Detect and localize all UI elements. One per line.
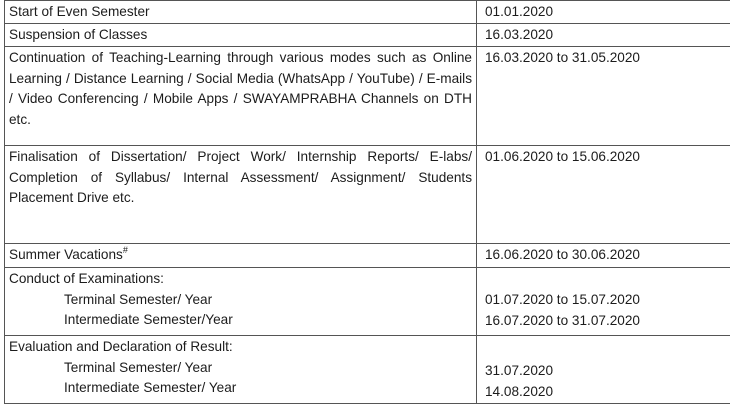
table-row-finalisation [5, 146, 730, 244]
eval-item-label: Terminal Semester/ Year [64, 359, 213, 375]
activity-text: Summer Vacations [9, 247, 123, 263]
activity-cell [5, 336, 477, 404]
date-cell: 01.06.2020 to 15.06.2020 [477, 146, 730, 244]
table-row-examinations [5, 268, 730, 336]
date-cell: 16.03.2020 [477, 24, 730, 47]
table-row-evaluation [5, 336, 730, 404]
exam-item-date: 16.07.2020 to 31.07.2020 [485, 312, 640, 328]
activity-cell: Finalisation of Dissertation/ Project Work/ Internship Reports/ E-labs/ Completion of Syllabus/ Internal Assessment/ Assignment/ Students Placement Drive etc. [5, 146, 477, 244]
eval-item-label: Intermediate Semester/ Year [64, 380, 237, 396]
academic-calendar-table [4, 0, 730, 404]
eval-item-date: 14.08.2020 [485, 383, 554, 399]
date-cell: 01.01.2020 [477, 1, 730, 24]
table-row-summer-vacations [5, 244, 730, 268]
date-cell [477, 268, 730, 336]
activity-cell [5, 244, 477, 268]
activity-cell: Start of Even Semester [5, 1, 477, 24]
exam-item-label: Intermediate Semester/Year [64, 312, 233, 328]
exam-item-label: Terminal Semester/ Year [64, 291, 213, 307]
table-row-suspension [5, 24, 730, 47]
activity-cell: Continuation of Teaching-Learning through various modes such as Online Learning / Distance Learning / Social Media (WhatsApp / YouTube) / E-mails / Video Conferencing / Mobile Apps / SWAYAMPRABHA Channels on DTH etc. [5, 47, 477, 146]
activity-cell [5, 268, 477, 336]
table-row-start-semester [5, 1, 730, 24]
activity-cell: Suspension of Classes [5, 24, 477, 47]
examinations-heading: Conduct of Examinations: [9, 271, 164, 286]
footnote-marker: # [122, 244, 128, 255]
table-row-continuation [5, 47, 730, 146]
exam-item-date: 01.07.2020 to 15.07.2020 [485, 292, 640, 307]
evaluation-heading: Evaluation and Declaration of Result: [9, 339, 233, 354]
date-cell: 16.06.2020 to 30.06.2020 [477, 244, 730, 268]
eval-item-date: 31.07.2020 [485, 363, 554, 378]
date-cell [477, 336, 730, 404]
date-cell: 16.03.2020 to 31.05.2020 [477, 47, 730, 146]
